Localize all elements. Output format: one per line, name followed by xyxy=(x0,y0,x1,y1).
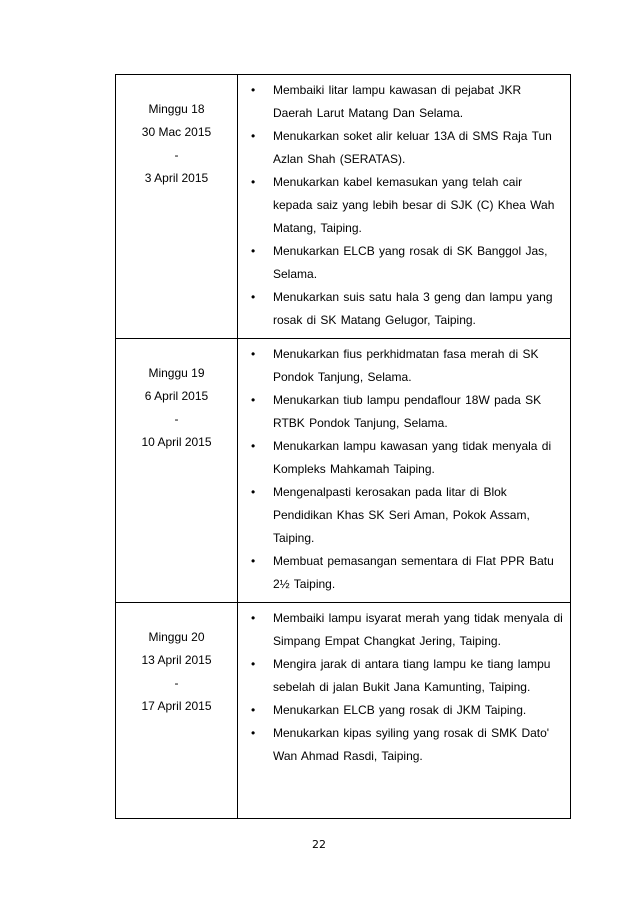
weekly-report-table xyxy=(115,74,571,819)
task-item xyxy=(238,435,564,481)
week-week: Minggu 20 xyxy=(148,630,205,644)
table-row xyxy=(116,75,571,339)
week-separator: - xyxy=(174,148,179,162)
task-text: Mengira jarak di antara tiang lampu ke tiang lampu sebelah di jalan Bukit Jana Kamunting, Taiping. xyxy=(273,657,551,694)
bullet-icon: • xyxy=(251,554,256,568)
bullet-icon: • xyxy=(251,83,256,97)
task-text: Menukarkan soket alir keluar 13A di SMS Raja Tun Azlan Shah (SERATAS). xyxy=(273,129,552,166)
bullet-icon: • xyxy=(251,129,256,143)
task-text: Menukarkan fius perkhidmatan fasa merah di SK Pondok Tanjung, Selama. xyxy=(273,347,539,384)
page-number: 22 xyxy=(312,838,326,851)
task-text: Menukarkan kipas syiling yang rosak di SMK Dato' Wan Ahmad Rasdi, Taiping. xyxy=(273,726,550,763)
task-text: Mengenalpasti kerosakan pada litar di Blok Pendidikan Khas SK Seri Aman, Pokok Assam, Taiping. xyxy=(273,485,530,545)
task-text: Membuat pemasangan sementara di Flat PPR Batu 2½ Taiping. xyxy=(273,554,554,591)
bullet-icon: • xyxy=(251,244,256,258)
week-separator: - xyxy=(174,412,179,426)
task-text: Menukarkan ELCB yang rosak di JKM Taiping. xyxy=(273,703,527,717)
bullet-icon: • xyxy=(251,439,256,453)
task-text: Menukarkan tiub lampu pendaflour 18W pada SK RTBK Pondok Tanjung, Selama. xyxy=(273,393,542,430)
task-item xyxy=(238,699,564,722)
task-list xyxy=(238,603,570,774)
task-item xyxy=(238,722,564,768)
task-list xyxy=(238,339,570,602)
task-item xyxy=(238,389,564,435)
task-item xyxy=(238,125,564,171)
bullet-icon: • xyxy=(251,703,256,717)
task-text: Menukarkan kabel kemasukan yang telah cair kepada saiz yang lebih besar di SJK (C) Khea Wah Matang, Taiping. xyxy=(273,175,555,235)
tasks-cell xyxy=(238,603,571,819)
task-item xyxy=(238,79,564,125)
week-cell xyxy=(116,339,238,603)
task-item xyxy=(238,240,564,286)
bullet-icon: • xyxy=(251,657,256,671)
week-week: Minggu 19 xyxy=(148,366,205,380)
week-cell xyxy=(116,603,238,819)
table-row xyxy=(116,603,571,819)
bullet-icon: • xyxy=(251,347,256,361)
task-item xyxy=(238,481,564,550)
table-body xyxy=(116,75,571,819)
bullet-icon: • xyxy=(251,611,256,625)
task-item xyxy=(238,653,564,699)
week-end: 17 April 2015 xyxy=(141,699,212,713)
task-item xyxy=(238,550,564,596)
week-separator: - xyxy=(174,676,179,690)
bullet-icon: • xyxy=(251,726,256,740)
task-text: Menukarkan suis satu hala 3 geng dan lampu yang rosak di SK Matang Gelugor, Taiping. xyxy=(273,290,553,327)
week-start: 6 April 2015 xyxy=(144,389,209,403)
bullet-icon: • xyxy=(251,175,256,189)
week-start: 13 April 2015 xyxy=(141,653,212,667)
bullet-icon: • xyxy=(251,290,256,304)
table-row xyxy=(116,339,571,603)
task-text: Membaiki litar lampu kawasan di pejabat JKR Daerah Larut Matang Dan Selama. xyxy=(273,83,522,120)
task-item xyxy=(238,171,564,240)
tasks-cell xyxy=(238,339,571,603)
week-week: Minggu 18 xyxy=(148,102,205,116)
task-text: Menukarkan ELCB yang rosak di SK Banggol Jas, Selama. xyxy=(273,244,548,281)
task-text: Membaiki lampu isyarat merah yang tidak menyala di Simpang Empat Changkat Jering, Taiping. xyxy=(273,611,563,648)
task-item xyxy=(238,286,564,332)
task-text: Menukarkan lampu kawasan yang tidak menyala di Kompleks Mahkamah Taiping. xyxy=(273,439,552,476)
week-end: 3 April 2015 xyxy=(144,171,209,185)
tasks-cell xyxy=(238,75,571,339)
task-item xyxy=(238,607,564,653)
task-list xyxy=(238,75,570,338)
week-start: 30 Mac 2015 xyxy=(141,125,212,139)
week-end: 10 April 2015 xyxy=(141,435,212,449)
week-cell xyxy=(116,75,238,339)
bullet-icon: • xyxy=(251,393,256,407)
task-item xyxy=(238,343,564,389)
bullet-icon: • xyxy=(251,485,256,499)
